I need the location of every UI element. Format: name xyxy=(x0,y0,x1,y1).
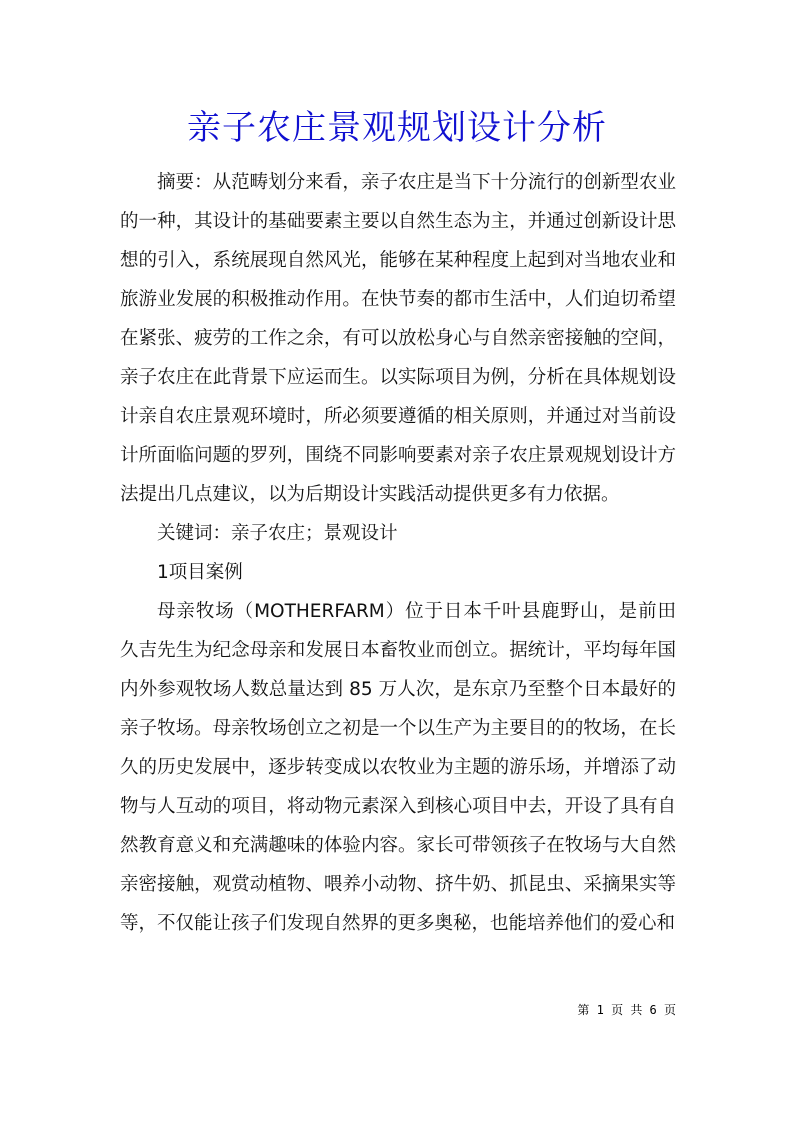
case-paragraph: 母亲牧场（MOTHERFARM）位于日本千叶县鹿野山，是前田久吉先生为纪念母亲和发展日本畜牧业而创立。据统计，平均每年国内外参观牧场人数总量达到 85 万人次，是东京乃至整个日本最好的亲子牧场。母亲牧场创立之初是一个以生产为主要目的的牧场，在长久的历史发展中，逐步转变成以农牧业为主题的游乐场，并增添了动物与人互动的项目，将动物元素深入到核心项目中去，开设了具有自然教育意义和充满趣味的体验内容。家长可带领孩子在牧场与大自然亲密接触，观赏动植物、喂养小动物、挤牛奶、抓昆虫、采摘果实等等，不仅能让孩子们发现自然界的更多奥秘，也能培养他们的爱心和 xyxy=(120,601,676,934)
document-title: 亲子农庄景观规划设计分析 xyxy=(187,108,607,148)
section-heading: 1项目案例 xyxy=(157,562,243,583)
keywords-paragraph: 关键词：亲子农庄；景观设计 xyxy=(157,523,398,544)
abstract-paragraph: 摘要：从范畴划分来看，亲子农庄是当下十分流行的创新型农业的一种，其设计的基础要素主要以自然生态为主，并通过创新设计思想的引入，系统展现自然风光，能够在某种程度上起到对当地农业和旅游业发展的积极推动作用。在快节奏的都市生活中，人们迫切希望在紧张、疲劳的工作之余，有可以放松身心与自然亲密接触的空间，亲子农庄在此背景下应运而生。以实际项目为例，分析在具体规划设计亲自农庄景观环境时，所必须要遵循的相关原则，并通过对当前设计所面临问题的罗列，围绕不同影响要素对亲子农庄景观规划设计方法提出几点建议，以为后期设计实践活动提供更多有力依据。 xyxy=(120,172,676,505)
document-body xyxy=(120,163,676,943)
page-number: 第 1 页 共 6 页 xyxy=(577,1003,676,1017)
page-footer xyxy=(520,1002,676,1018)
